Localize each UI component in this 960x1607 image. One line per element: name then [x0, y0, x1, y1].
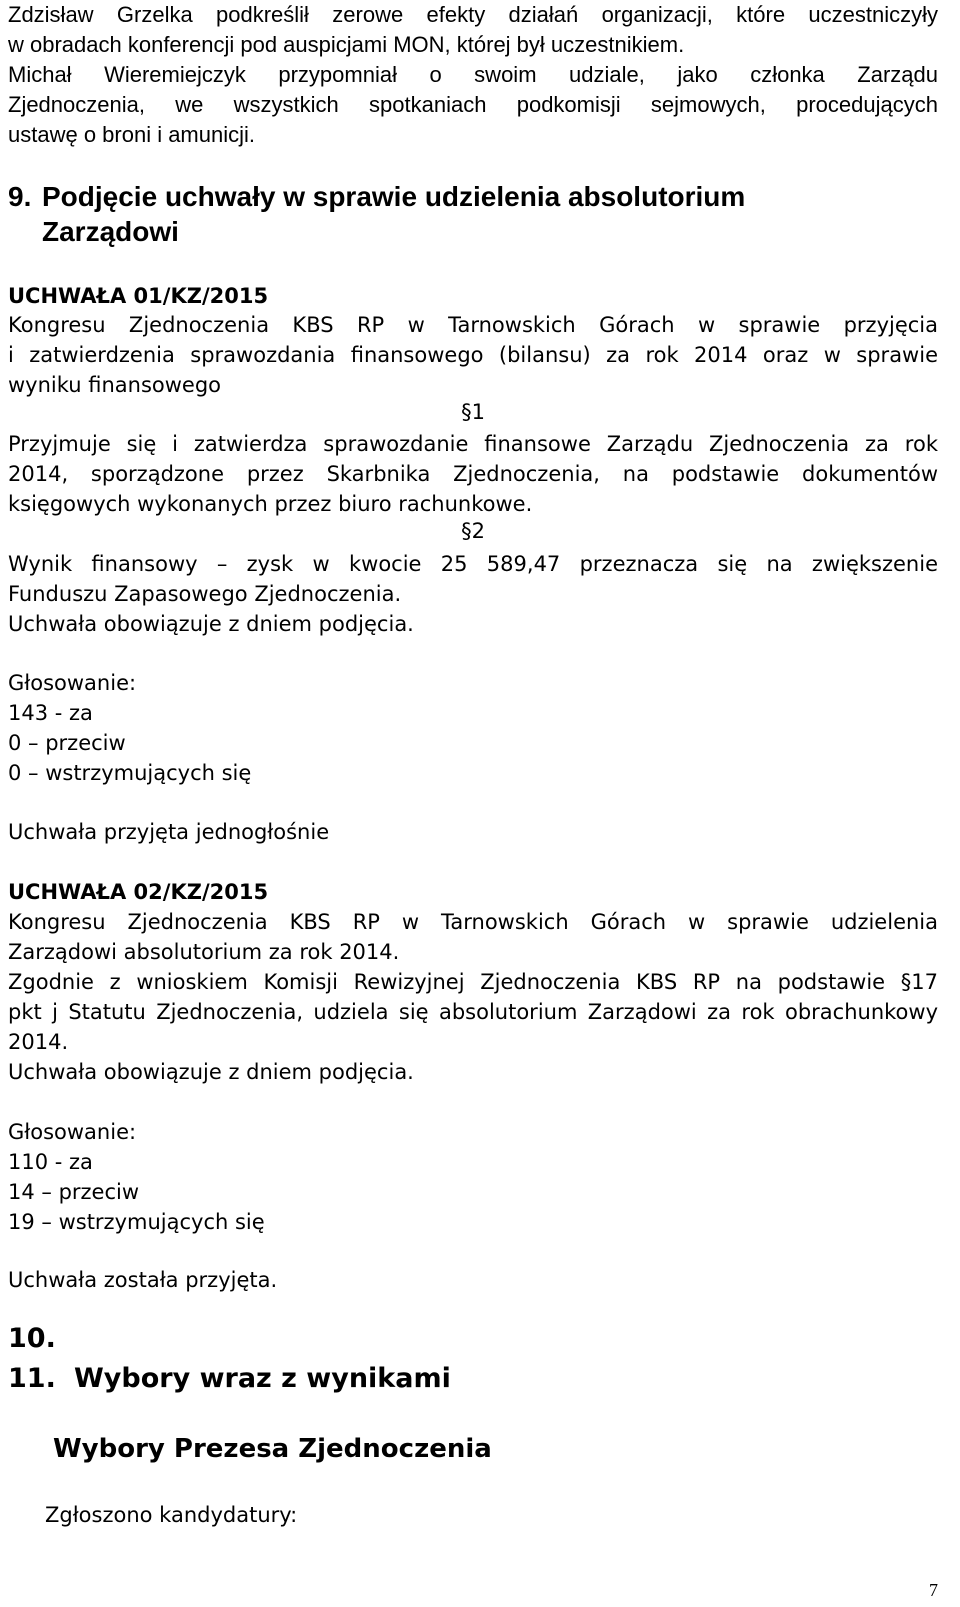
resolution-1-paragraph-2-mark: §2	[461, 519, 485, 543]
resolution-2-body-line-2: Zarządowi absolutorium za rok 2014.	[8, 940, 400, 964]
resolution-1-para-1-line-2: 2014, sporządzone przez Skarbnika Zjednoczenia, na podstawie dokumentów	[8, 462, 938, 486]
elections-subheading: Wybory Prezesa Zjednoczenia	[53, 1434, 492, 1464]
section-10-number: 10.	[8, 1323, 56, 1354]
section-11-number: 11.	[8, 1363, 56, 1394]
document-page	[8, 0, 946, 1607]
resolution-2-effective: Uchwała obowiązuje z dniem podjęcia.	[8, 1060, 414, 1084]
resolution-1-title: UCHWAŁA 01/KZ/2015	[8, 284, 269, 308]
resolution-1-effective: Uchwała obowiązuje z dniem podjęcia.	[8, 612, 414, 636]
section-9-title-line-1: Podjęcie uchwały w sprawie udzielenia absolutorium	[42, 181, 746, 212]
elections-candidates-label: Zgłoszono kandydatury:	[45, 1503, 298, 1527]
resolution-2-voting-label: Głosowanie:	[8, 1120, 137, 1144]
section-9-title-line-2: Zarządowi	[42, 216, 179, 247]
resolution-1-paragraph-1-mark: §1	[461, 400, 485, 424]
resolution-1-body-line-2: i zatwierdzenia sprawozdania finansowego (bilansu) za rok 2014 oraz w sprawie	[8, 343, 938, 367]
resolution-1-para-2-line-2: Funduszu Zapasowego Zjednoczenia.	[8, 582, 402, 606]
resolution-2-body-line-5: 2014.	[8, 1030, 69, 1054]
resolution-2-title: UCHWAŁA 02/KZ/2015	[8, 880, 269, 904]
resolution-1-para-1-line-3: księgowych wykonanych przez biuro rachunkowe.	[8, 492, 533, 516]
section-9-heading	[8, 179, 938, 215]
resolution-1-body-line-1: Kongresu Zjednoczenia KBS RP w Tarnowskich Górach w sprawie przyjęcia	[8, 313, 938, 337]
intro-line-5: ustawę o broni i amunicji.	[8, 122, 256, 147]
intro-line-2: w obradach konferencji pod auspicjami MON, której był uczestnikiem.	[8, 32, 685, 57]
resolution-1-votes-for: 143 - za	[8, 701, 93, 725]
section-9-number: 9.	[8, 181, 32, 212]
page-number: 7	[929, 1580, 938, 1600]
resolution-1-body-line-3: wyniku finansowego	[8, 373, 222, 397]
intro-line-1: Zdzisław Grzelka podkreślił zerowe efekty działań organizacji, które uczestniczyły	[8, 2, 938, 27]
resolution-1-voting-label: Głosowanie:	[8, 671, 137, 695]
resolution-2-body-line-3: Zgodnie z wnioskiem Komisji Rewizyjnej Zjednoczenia KBS RP na podstawie §17	[8, 970, 938, 994]
resolution-2-votes-for: 110 - za	[8, 1150, 93, 1174]
resolution-2-result: Uchwała została przyjęta.	[8, 1268, 278, 1292]
resolution-1-para-2-line-1: Wynik finansowy – zysk w kwocie 25 589,47 przeznacza się na zwiększenie	[8, 552, 938, 576]
section-11-title: Wybory wraz z wynikami	[74, 1363, 451, 1394]
section-9-heading-cont	[8, 214, 938, 250]
resolution-2-votes-abstain: 19 – wstrzymujących się	[8, 1210, 265, 1234]
section-11-heading	[8, 1362, 938, 1396]
intro-line-4: Zjednoczenia, we wszystkich spotkaniach podkomisji sejmowych, procedujących	[8, 92, 938, 117]
resolution-2-body-line-4: pkt j Statutu Zjednoczenia, udziela się absolutorium Zarządowi za rok obrachunkowy	[8, 1000, 938, 1024]
resolution-1-votes-against: 0 – przeciw	[8, 731, 126, 755]
resolution-2-body-line-1: Kongresu Zjednoczenia KBS RP w Tarnowskich Górach w sprawie udzielenia	[8, 910, 938, 934]
resolution-1-para-1-line-1: Przyjmuje się i zatwierdza sprawozdanie finansowe Zarządu Zjednoczenia za rok	[8, 432, 938, 456]
resolution-1-result: Uchwała przyjęta jednogłośnie	[8, 820, 330, 844]
resolution-2-votes-against: 14 – przeciw	[8, 1180, 140, 1204]
resolution-1-votes-abstain: 0 – wstrzymujących się	[8, 761, 252, 785]
intro-line-3: Michał Wieremiejczyk przypomniał o swoim udziale, jako członka Zarządu	[8, 62, 938, 87]
section-10-heading	[8, 1322, 938, 1356]
